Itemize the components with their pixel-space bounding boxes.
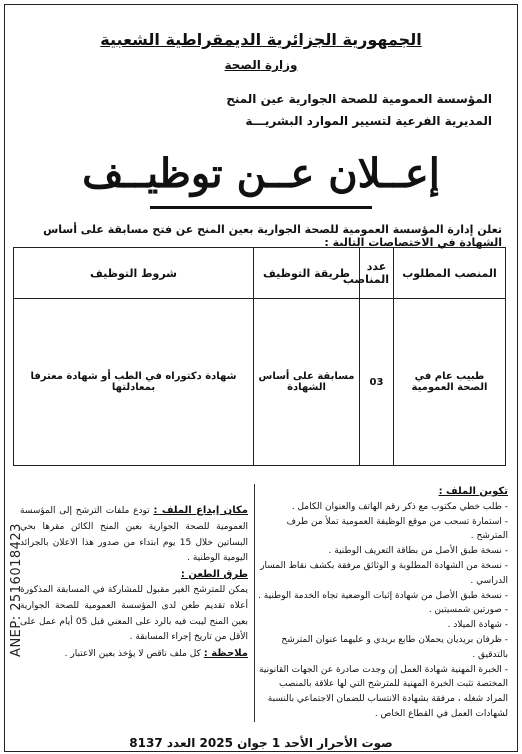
anep-code: ANEP: 2516018423 bbox=[9, 523, 24, 657]
file-requirements bbox=[256, 485, 508, 722]
column-header-conditions: شروط التوظيف bbox=[14, 248, 254, 299]
appeal-text: يمكن للمترشح الغير مقبول للمشاركة في المسابقة المذكورة أعلاه تقديم طعن لدى المؤسسة العمومية للصحة الجوارية بعين المنح ليبت فيه بالرد على المعني قبل 05 أيام عمل على الأقل من تاريخ إجراء المسابقة . bbox=[20, 584, 248, 643]
column-divider bbox=[254, 484, 255, 722]
institution-name: المؤسسة العمومية للصحة الجوارية عين المنح bbox=[226, 92, 492, 106]
title-underline bbox=[150, 206, 372, 209]
deposit-text: تودع ملفات الترشح إلى المؤسسة العمومية للصحة الجوارية بعين المنح الكائن مقرها بحي البساتين خلال 15 يوم ابتداء من صدور هذا الاعلان بالجرائد اليومية الوطنية . bbox=[20, 506, 249, 564]
cell-conditions: شهادة دكتوراه في الطب أو شهادة معترفا بمعادلتها bbox=[14, 299, 254, 466]
directorate-name: المديرية الفرعية لتسيير الموارد البشريـــة bbox=[245, 114, 492, 128]
list-item: - الخبرة المهنية شهادة العمل إن وجدت صادرة عن الجهات القانونية المختصة تثبت الخبرة المهنية للمترشح التي لها علاقة بالمنصب المراد شغله ، مرفقة بشهادة الانتساب للضمان الاجتماعي بالنسبة لشهادات العمل في القطاع الخاص . bbox=[259, 664, 508, 719]
column-header-count: عدد المناصب bbox=[360, 248, 394, 299]
list-item: - نسخة طبق الأصل من بطاقة التعريف الوطنية . bbox=[328, 546, 508, 557]
table-row bbox=[14, 299, 506, 466]
positions-table bbox=[13, 247, 506, 466]
appeal-caption: طرق الطعن : bbox=[180, 569, 248, 581]
list-item: - نسخة من الشهادة المطلوبة و الوثائق مرفقة بكشف نقاط المسار الدراسي . bbox=[260, 560, 508, 586]
list-item: - شهادة الميلاد . bbox=[447, 620, 508, 631]
announcement-title: إعــلان عــن توظيــف bbox=[82, 150, 440, 197]
list-item: - صورتين شمسيتين . bbox=[428, 605, 508, 616]
list-item: - ظرفان بريديان يحملان طابع بريدي و عليهما عنوان المترشح بالتدقيق . bbox=[281, 634, 508, 660]
cell-method: مسابقة على أساس الشهادة bbox=[254, 299, 360, 466]
file-caption: تكوين الملف : bbox=[438, 486, 508, 497]
newspaper-footer: صوت الأحرار الأحد 1 جوان 2025 العدد 8137 bbox=[129, 736, 393, 750]
announcement-intro: تعلن إدارة المؤسسة العمومية للصحة الجوارية بعين المنح عن فتح مسابقة على أساس الشهادة في الاختصاصات التالية : bbox=[43, 223, 502, 249]
note-caption: ملاحظة : bbox=[203, 648, 248, 660]
column-header-position: المنصب المطلوب bbox=[394, 248, 506, 299]
list-item: - استمارة تسحب من موقع الوظيفة العمومية تملأ من طرف المترشح . bbox=[286, 516, 508, 542]
list-item: - طلب خطي مكتوب مع ذكر رقم الهاتف والعنوان الكامل . bbox=[291, 501, 508, 512]
cell-position: طبيب عام في الصحة العمومية bbox=[394, 299, 506, 466]
deposit-section bbox=[20, 503, 248, 663]
column-header-method: طريقة التوظيف bbox=[254, 248, 360, 299]
cell-count: 03 bbox=[360, 299, 394, 466]
deposit-caption: مكان إيداع الملف : bbox=[153, 505, 248, 516]
list-item: - نسخة طبق الأصل من شهادة إثبات الوضعية تجاه الخدمة الوطنية . bbox=[258, 590, 508, 601]
note-text: كل ملف ناقص لا يؤخذ بعين الاعتبار . bbox=[64, 649, 201, 660]
table-header-row bbox=[14, 248, 506, 299]
republic-header: الجمهورية الجزائرية الديمقراطية الشعبية bbox=[100, 30, 422, 49]
ministry-header: وزارة الصحة bbox=[224, 58, 298, 72]
